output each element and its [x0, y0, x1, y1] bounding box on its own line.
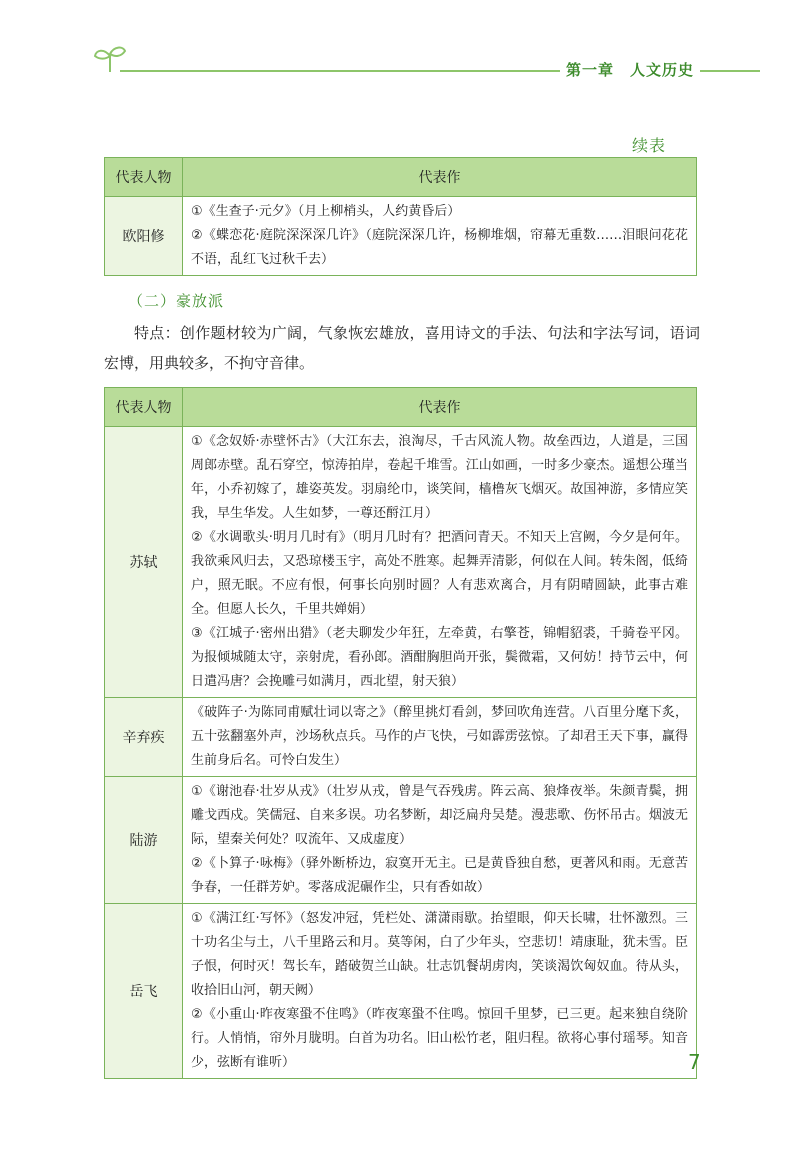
table-row [105, 698, 697, 777]
continued-label: 续表 [632, 136, 667, 155]
table-row [105, 197, 697, 276]
table-haofang [104, 387, 697, 1079]
chapter-title: 第一章 人文历史 [566, 61, 695, 79]
col-header-works: 代表作 [183, 158, 697, 197]
person-cell: 陆游 [105, 777, 183, 904]
header-rule-right [700, 70, 760, 72]
header-rule-left [120, 70, 560, 72]
table-row [105, 777, 697, 904]
page-number: 7 [688, 1050, 701, 1074]
work-entry: ②《小重山·昨夜寒蛩不住鸣》（昨夜寒蛩不住鸣。惊回千里梦，已三更。起来独自绕阶行。人悄悄，帘外月胧明。白首为功名。旧山松竹老，阻归程。欲将心事付瑶琴。知音少，弦断有谁听） [191, 1007, 688, 1070]
page-header [0, 0, 800, 90]
work-entry: 《破阵子·为陈同甫赋壮词以寄之》（醉里挑灯看剑，梦回吹角连营。八百里分麾下炙，五十弦翻塞外声，沙场秋点兵。马作的卢飞快，弓如霹雳弦惊。了却君王天下事，赢得生前身后名。可怜白发生） [191, 705, 688, 768]
works-cell [183, 777, 697, 904]
table-header-row [105, 388, 697, 427]
work-entry: ①《念奴娇·赤壁怀古》（大江东去，浪淘尽，千古风流人物。故垒西边，人道是，三国周郎赤壁。乱石穿空，惊涛拍岸，卷起千堆雪。江山如画，一时多少豪杰。遥想公瑾当年，小乔初嫁了，雄姿英发。羽扇纶巾，谈笑间，樯橹灰飞烟灭。故国神游，多情应笑我，早生华发。人生如梦，一尊还酹江月） [191, 434, 688, 521]
work-entry: ①《谢池春·壮岁从戎》（壮岁从戎，曾是气吞残虏。阵云高、狼烽夜举。朱颜青鬓，拥雕戈西戍。笑儒冠、自来多误。功名梦断，却泛扁舟吴楚。漫悲歌、伤怀吊古。烟波无际，望秦关何处？叹流年、又成虚度） [191, 784, 688, 847]
section-title: （二）豪放派 [128, 292, 225, 310]
works-cell [183, 427, 697, 698]
table-header-row [105, 158, 697, 197]
works-cell [183, 904, 697, 1079]
person-cell: 欧阳修 [105, 197, 183, 276]
work-entry: ②《水调歌头·明月几时有》（明月几时有？把酒问青天。不知天上宫阙，今夕是何年。我欲乘风归去，又恐琼楼玉宇，高处不胜寒。起舞弄清影，何似在人间。转朱阁，低绮户，照无眠。不应有恨，何事长向别时圆？人有悲欢离合，月有阴晴圆缺，此事古难全。但愿人长久，千里共婵娟） [191, 530, 688, 617]
works-cell [183, 197, 697, 276]
person-cell: 苏轼 [105, 427, 183, 698]
person-cell: 岳飞 [105, 904, 183, 1079]
work-entry: ①《满江红·写怀》（怒发冲冠，凭栏处、潇潇雨歇。抬望眼，仰天长啸，壮怀激烈。三十功名尘与土，八千里路云和月。莫等闲，白了少年头，空悲切！靖康耻，犹未雪。臣子恨，何时灭！驾长车，踏破贺兰山缺。壮志饥餐胡虏肉，笑谈渴饮匈奴血。待从头，收拾旧山河，朝天阙） [191, 911, 688, 998]
work-entry: ③《江城子·密州出猎》（老夫聊发少年狂，左牵黄，右擎苍，锦帽貂裘，千骑卷平冈。为报倾城随太守，亲射虎，看孙郎。酒酣胸胆尚开张，鬓微霜，又何妨！持节云中，何日遣冯唐？会挽雕弓如满月，西北望，射天狼） [191, 626, 688, 689]
table-row [105, 427, 697, 698]
work-entry: ②《卜算子·咏梅》（驿外断桥边，寂寞开无主。已是黄昏独自愁，更著风和雨。无意苦争春，一任群芳妒。零落成泥碾作尘，只有香如故） [191, 856, 688, 895]
person-cell: 辛弃疾 [105, 698, 183, 777]
works-cell [183, 698, 697, 777]
work-entry: ②《蝶恋花·庭院深深深几许》（庭院深深几许，杨柳堆烟，帘幕无重数……泪眼问花花不语，乱红飞过秋千去） [191, 228, 688, 267]
col-header-works: 代表作 [183, 388, 697, 427]
feature-paragraph: 特点：创作题材较为广阔，气象恢宏雄放，喜用诗文的手法、句法和字法写词，语词宏博，用典较多，不拘守音律。 [104, 324, 700, 372]
col-header-person: 代表人物 [105, 158, 183, 197]
table-row [105, 904, 697, 1079]
col-header-person: 代表人物 [105, 388, 183, 427]
work-entry: ①《生查子·元夕》（月上柳梢头，人约黄昏后） [191, 204, 461, 219]
table-ouyangxiu [104, 157, 697, 276]
